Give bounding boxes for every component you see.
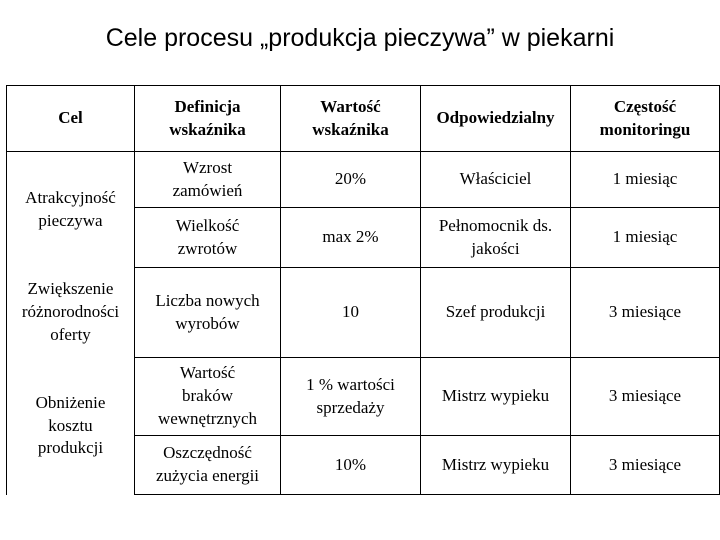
indicator-value-cell: 20% (281, 152, 421, 208)
frequency-cell: 3 miesiące (571, 358, 720, 436)
header-goal: Cel (7, 86, 135, 152)
responsible-cell: Pełnomocnik ds. jakości (421, 208, 571, 268)
header-indicator-value: Wartość wskaźnika (281, 86, 421, 152)
slide-title: Cele procesu „produkcja pieczywa” w piekarni (105, 24, 615, 52)
indicator-value-cell: max 2% (281, 208, 421, 268)
responsible-cell: Szef produkcji (421, 268, 571, 358)
indicator-definition-cell: Liczba nowych wyrobów (135, 268, 281, 358)
indicator-definition-cell: Oszczędność zużycia energii (135, 436, 281, 495)
frequency-cell: 1 miesiąc (571, 152, 720, 208)
header-indicator-definition: Definicja wskaźnika (135, 86, 281, 152)
table-header-row (7, 86, 720, 152)
process-goals-table (6, 85, 720, 495)
indicator-value-cell: 10% (281, 436, 421, 495)
header-monitoring-frequency: Częstość monitoringu (571, 86, 720, 152)
indicator-definition-cell: Wzrost zamówień (135, 152, 281, 208)
responsible-cell: Właściciel (421, 152, 571, 208)
frequency-cell: 3 miesiące (571, 436, 720, 495)
table-row (7, 152, 720, 208)
goal-cell: Obniżenie kosztu produkcji (7, 358, 135, 495)
frequency-cell: 3 miesiące (571, 268, 720, 358)
table-row (7, 268, 720, 358)
goal-cell: Zwiększenie różnorodności oferty (7, 268, 135, 358)
indicator-definition-cell: Wielkość zwrotów (135, 208, 281, 268)
indicator-value-cell: 1 % wartości sprzedaży (281, 358, 421, 436)
responsible-cell: Mistrz wypieku (421, 358, 571, 436)
goal-cell: Atrakcyjność pieczywa (7, 152, 135, 268)
indicator-definition-cell: Wartość braków wewnętrznych (135, 358, 281, 436)
indicator-value-cell: 10 (281, 268, 421, 358)
responsible-cell: Mistrz wypieku (421, 436, 571, 495)
header-responsible: Odpowiedzialny (421, 86, 571, 152)
frequency-cell: 1 miesiąc (571, 208, 720, 268)
table-row (7, 358, 720, 436)
